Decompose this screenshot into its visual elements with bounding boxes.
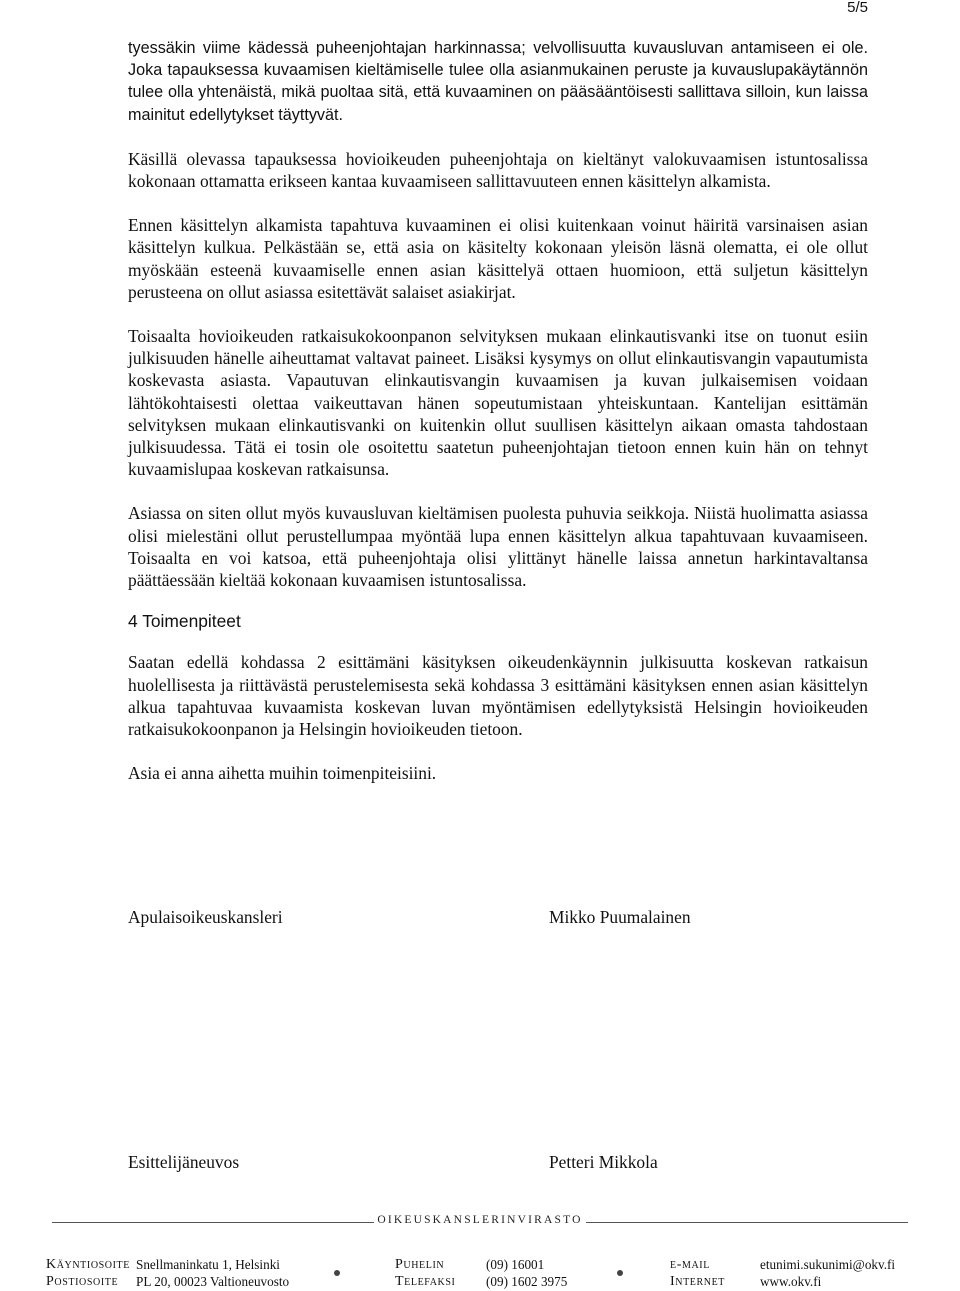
phone-label: Puhelin — [395, 1257, 445, 1272]
footer-brand: OIKEUSKANSLERINVIRASTO — [377, 1214, 583, 1226]
section-heading: 4 Toimenpiteet — [128, 611, 241, 632]
signer-title-1: Apulaisoikeuskansleri — [128, 907, 283, 927]
postal-address-value: PL 20, 00023 Valtioneuvosto — [136, 1274, 290, 1289]
paragraph-5: Asiassa on siten ollut myös kuvausluvan kieltämisen puolesta puhuvia seikkoja. Niistä huolimatta asiassa olisi mielestäni ollut perustellumpaa myöntää lupa ennen käsittelyn alkua tapahtuvaan kuvaamiseen. Toisaalta en voi katsoa, että puheenjohtaja olisi ylittänyt hänelle laissa annetun harkintavaltansa päättäessään kieltää kokonaan kuvaamisen istuntosalissa. — [128, 503, 868, 591]
measures-paragraph-1: Saatan edellä kohdassa 2 esittämäni käsityksen oikeudenkäynnin julkisuutta koskevan ratkaisun huolellisesta ja riittävästä perustelemisesta sekä kohdassa 3 esittämäni käsityksen ennen asian käsittelyn alkua tapahtuvaa kuvaamista koskevan luvan myöntämisen edellytyksistä Helsingin hovioikeuden ratkaisukokoonpanon ja Helsingin hovioikeuden tietoon. — [128, 652, 868, 740]
internet-value: www.okv.fi — [760, 1274, 822, 1289]
paragraph-4: Toisaalta hovioikeuden ratkaisukokoonpanon selvityksen mukaan elinkautisvanki itse on tuonut esiin julkisuuden hänelle aiheuttamat valtavat paineet. Lisäksi kysymys on ollut elinkautisvangin vapautumista koskevasta asiasta. Vapautuvan elinkautisvangin kuvaamisen ja kuvan julkaisemisen voidaan lähtökohtaisesti olettaa vaikeuttavan hänen sopeutumistaan yhteiskuntaan. Kantelijan esittämän selvityksen mukaan elinkautisvanki on kuitenkin ollut suullisen käsittelyn aikaan omasta tahdostaan julkisuudessa. Tätä ei tosin ole osoitettu saatetun puheenjohtajan tietoon ennen kuin hän on tehnyt kuvaamislupaa koskevan ratkaisunsa. — [128, 326, 868, 480]
email-label: e-mail — [670, 1257, 710, 1272]
paragraph-2: Käsillä olevassa tapauksessa hovioikeuden puheenjohtaja on kieltänyt valokuvaamisen istuntosalissa kokonaan ottamatta erikseen kantaa kuvaamiseen sallittavuuteen ennen käsittelyn alkamista. — [128, 148, 868, 192]
document-body — [128, 37, 868, 806]
internet-label: Internet — [670, 1274, 726, 1289]
signer-name-2: Petteri Mikkola — [549, 1152, 658, 1172]
email-value: etunimi.sukunimi@okv.fi — [760, 1257, 896, 1272]
measures-paragraph-2: Asia ei anna aihetta muihin toimenpiteisiini. — [128, 763, 437, 784]
paragraph-1: tyessäkin viime kädessä puheenjohtajan harkinnassa; velvollisuutta kuvausluvan antamiseen ei ole. Joka tapauksessa kuvaamisen kieltämiselle tulee olla asianmukainen peruste ja kuvauslupakäytännön tulee olla yhtenäistä, mikä puoltaa sitä, että kuvaaminen on pääsääntöisesti sallittava silloin, kun laissa mainitut edellytykset täyttyvät. — [128, 39, 868, 124]
paragraph-3: Ennen käsittelyn alkamista tapahtuva kuvaaminen ei olisi kuitenkaan voinut häiritä varsinaisen asian käsittelyn kulkua. Pelkästään se, että asia on käsitelty kokonaan yleisön läsnä olematta, ei ole ollut myöskään esteenä kuvaamiselle ennen asian käsittelyä ottaen huomioon, että suljetun käsittelyn perusteena on ollut asiassa esitettävät salaiset asiakirjat. — [128, 215, 868, 302]
page-number: 5/5 — [847, 0, 868, 16]
signer-title-2: Esittelijäneuvos — [128, 1152, 240, 1172]
signer-name-1: Mikko Puumalainen — [549, 907, 691, 927]
postal-address-label: Postiosoite — [46, 1274, 119, 1289]
footer-bullet-icon — [334, 1270, 340, 1276]
fax-label: Telefaksi — [395, 1274, 456, 1289]
phone-value: (09) 16001 — [486, 1257, 545, 1272]
visiting-address-label: Käyntiosoite — [46, 1257, 130, 1272]
fax-value: (09) 1602 3975 — [486, 1274, 568, 1289]
visiting-address-value: Snellmaninkatu 1, Helsinki — [136, 1257, 280, 1272]
footer-bullet-icon — [617, 1270, 623, 1276]
